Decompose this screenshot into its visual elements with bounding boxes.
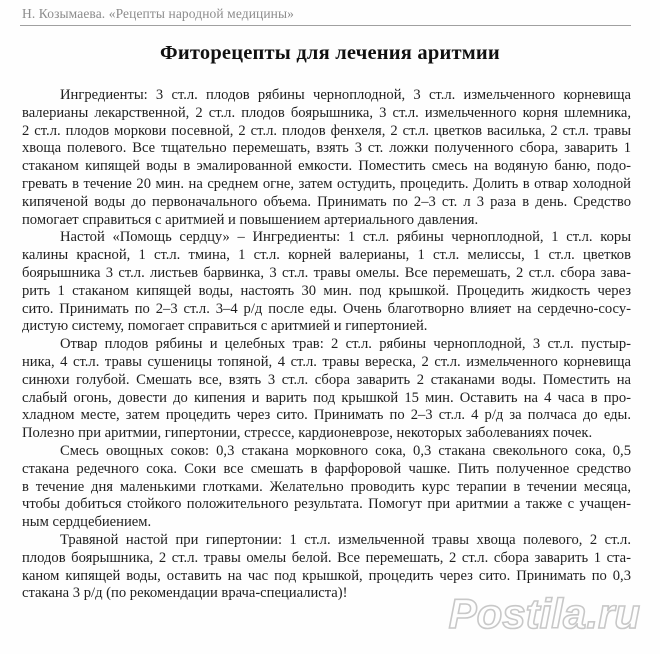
text-line: Настой «Помощь сердцу» – Ингредиенты: 1 ст.л. рябины черноплодной, 1 ст.л. коры	[60, 229, 631, 246]
paragraph-ingredients	[22, 87, 631, 229]
watermark-text: Postila.ru	[448, 590, 640, 636]
text-line: Полезно при аритмии, гипертонии, стрессе, кардионеврозе, некоторых заболеваниях почек.	[22, 425, 593, 442]
text-line: Смесь овощных соков: 0,3 стакана морковного сока, 0,3 стакана свекольного сока, 0,5	[60, 442, 631, 459]
paragraph-heart-help	[22, 229, 631, 336]
running-head: Н. Козымаева. «Рецепты народной медицины»	[22, 6, 295, 21]
paragraph-rowan-decoction	[22, 336, 631, 443]
postila-watermark	[378, 590, 644, 636]
text-line: синюхи голубой. Смешать все, взять 3 ст.л. сбора заварить 2 стаканами воды. Поместить на	[22, 371, 631, 388]
text-line: валерианы лекарственной, 2 ст.л. плодов боярышника, 3 ст.л. измельченного корня шлемника,	[22, 104, 631, 121]
header-rule	[20, 25, 631, 26]
text-line: калины красной, 1 ст.л. тмина, 1 ст.л. корней валерианы, 1 ст.л. мелиссы, 1 ст.л. цветков	[22, 247, 631, 264]
text-line: чтобы добиться стойкого положительного результата. Помогут при аритмии а также с учащен-	[22, 496, 631, 513]
text-line: каном кипящей воды, оставить на час под крышкой, процедить через сито. Принимать по 0,3	[22, 567, 631, 584]
text-line: кипяченой воды до первоначального объема. Принимать по 2–3 ст. л 3 раза в день. Средство	[22, 193, 631, 210]
text-line: сито. Принимать по 2–3 ст.л. 3–4 р/д после еды. Очень благотворно влияет на сердечно-сосу-	[22, 300, 631, 317]
text-line: в течение дня маленькими глотками. Желательно проводить курс терапии в течении месяца,	[22, 478, 631, 495]
text-line: стаканом кипящей воды в эмалированной емкости. Поместить смесь на водяную баню, подо-	[22, 158, 631, 175]
text-line: хвоща полевого. Все тщательно перемешать, взять 3 ст. ложки полученного сбора, заварить 1	[22, 140, 631, 157]
text-line: Ингредиенты: 3 ст.л. плодов рябины черноплодной, 3 ст.л. измельченного корневища	[60, 87, 631, 103]
text-line: стакана 3 р/д (по рекомендации врача-специалиста)!	[22, 585, 348, 602]
text-line: рить 1 стаканом кипящей воды, настоять 30 мин. под крышкой. Процедить жидкость через	[22, 282, 631, 299]
text-line: гревать в течение 20 мин. на среднем огне, затем остудить, процедить. Долить в отвар холодной	[22, 175, 631, 192]
paragraph-vegetable-juices	[22, 443, 631, 532]
text-line: ника, 4 ст.л. травы сушеницы топяной, 4 ст.л. травы вереска, 2 ст.л. измельченного корневища	[22, 353, 631, 370]
text-line: Травяной настой при гипертонии: 1 ст.л. измельченной травы хвоща полевого, 2 ст.л.	[60, 531, 631, 548]
text-line: плодов боярышника, 2 ст.л. травы омелы белой. Все перемешать, 2 ст.л. сбора заварить 1 ста-	[22, 549, 631, 566]
text-line: Отвар плодов рябины и целебных трав: 2 ст.л. рябины черноплодной, 3 ст.л. пустыр-	[60, 336, 631, 353]
text-line: боярышника 3 ст.л. листьев барвинка, 3 ст.л. травы омелы. Все перемешать, 2 ст.л. сбора зава-	[22, 264, 631, 281]
article-body	[22, 87, 631, 603]
page-title: Фиторецепты для лечения аритмии	[160, 42, 500, 64]
text-line: слабый огонь, довести до кипения и варить под крышкой 15 мин. Оставить на 4 часа в про-	[22, 389, 631, 406]
text-line: стакана редечного сока. Соки все смешать в фарфоровой чашке. Пить полученное средство	[22, 460, 631, 477]
text-line: ным сердцебиением.	[22, 514, 152, 531]
text-line: дистую систему, помогает справиться с аритмией и гипертонией.	[22, 318, 428, 335]
text-line: помогает справиться с аритмией и повышением артериального давления.	[22, 211, 479, 228]
text-line: хладном месте, затем процедить через сито. Принимать по 2–3 ст.л. 4 р/д за полчаса до еды.	[22, 407, 631, 424]
text-line: 2 ст.л. плодов моркови посевной, 2 ст.л. плодов фенхеля, 2 ст.л. цветков василька, 2 ст.л. травы	[22, 122, 631, 139]
